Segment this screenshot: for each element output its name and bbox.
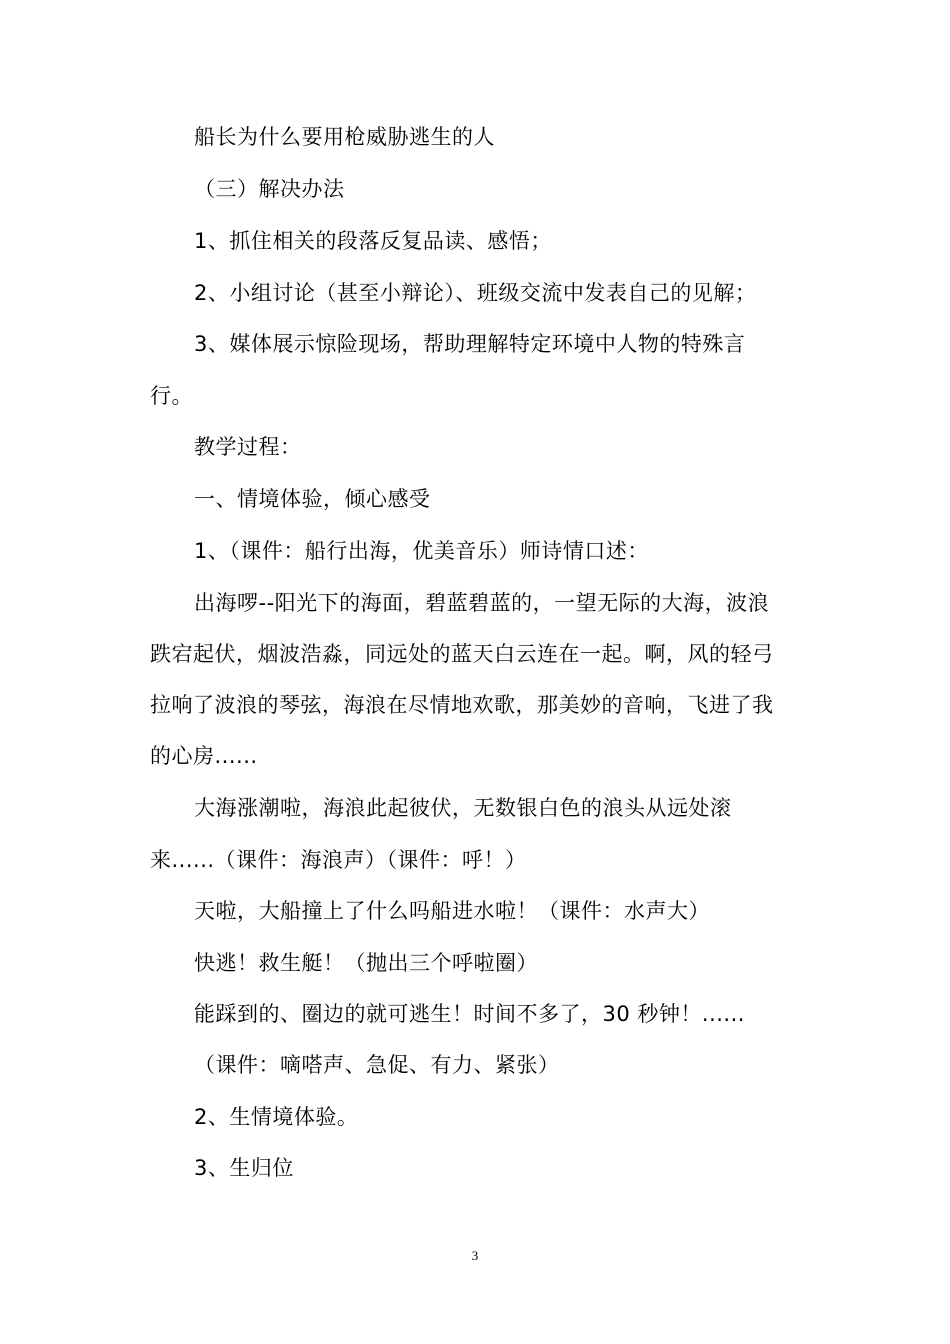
paragraph-line: 天啦，大船撞上了什么吗船进水啦！（课件：水声大）: [194, 899, 710, 923]
paragraph-line: 快逃！救生艇！（抛出三个呼啦圈）: [194, 951, 538, 975]
paragraph-line: 出海啰--阳光下的海面，碧蓝碧蓝的，一望无际的大海，波浪: [194, 591, 770, 615]
text-line: 船长为什么要用枪威胁逃生的人: [194, 125, 495, 149]
paragraph-line: 来......（课件：海浪声）（课件：呼！）: [150, 848, 527, 872]
list-item: 2、生情境体验。: [194, 1105, 359, 1129]
list-item: 3、生归位: [194, 1156, 294, 1180]
paragraph-line: 跌宕起伏，烟波浩淼，同远处的蓝天白云连在一起。啊，风的轻弓: [150, 642, 774, 666]
list-item: 2、小组讨论（甚至小辩论）、班级交流中发表自己的见解；: [194, 281, 757, 305]
paragraph-line: 的心房......: [150, 744, 258, 768]
list-item: 1、抓住相关的段落反复品读、感悟；: [194, 229, 552, 253]
paragraph-line: 拉响了波浪的琴弦，海浪在尽情地欢歌，那美妙的音响，飞进了我: [150, 693, 774, 717]
page-number: 3: [471, 1248, 479, 1263]
section-heading: 一、情境体验，倾心感受: [194, 487, 431, 511]
list-item: 3、媒体展示惊险现场，帮助理解特定环境中人物的特殊言: [194, 332, 746, 356]
paragraph-line: 能踩到的、圈边的就可逃生！时间不多了，30 秒钟！......: [194, 1002, 745, 1026]
list-item-continuation: 行。: [150, 384, 193, 408]
section-heading: （三）解决办法: [194, 177, 345, 201]
list-item: 1、（课件：船行出海，优美音乐）师诗情口述：: [194, 539, 649, 563]
paragraph-line: 大海涨潮啦，海浪此起彼伏，无数银白色的浪头从远处滚: [194, 796, 732, 820]
section-heading: 教学过程：: [194, 435, 302, 459]
paragraph-line: （课件：嘀嗒声、急促、有力、紧张）: [194, 1053, 560, 1077]
